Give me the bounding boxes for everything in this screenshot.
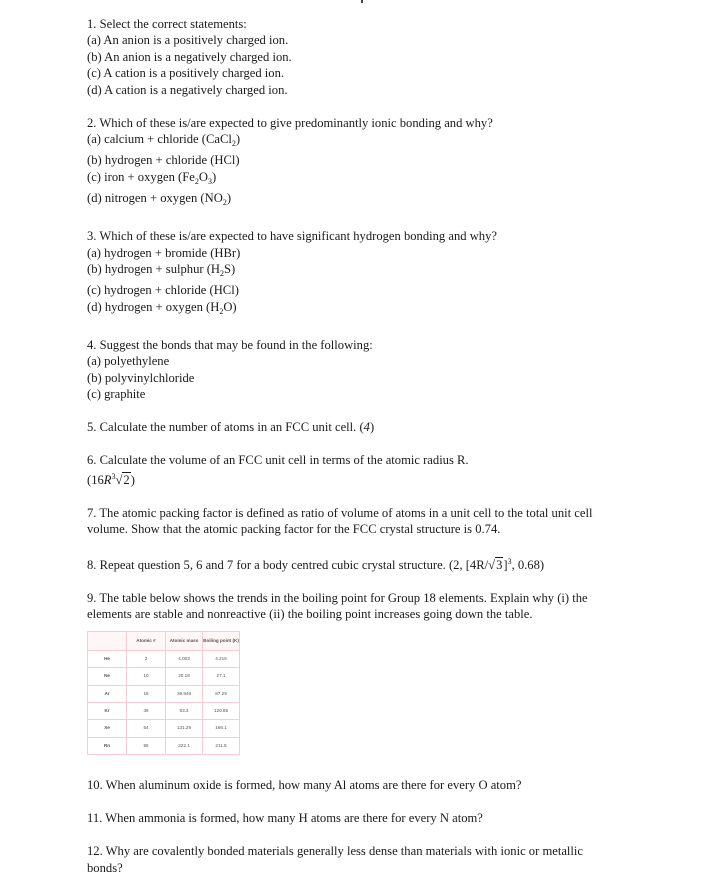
question-1 (87, 16, 647, 98)
question-7-line-2: volume. Show that the atomic packing factor for the FCC crystal structure is 0.74. (87, 521, 501, 536)
subscript: 2 (219, 306, 224, 316)
table-cell: 2 (127, 650, 166, 667)
option-end: ) (226, 191, 232, 206)
question-1-option-c: (c) A cation is a positively charged ion. (87, 66, 285, 81)
table-cell: 27.1 (203, 668, 240, 685)
subscript: 3 (207, 176, 212, 186)
radius-symbol: R (103, 472, 112, 487)
option-text: (d) nitrogen + oxygen (NO (87, 191, 223, 206)
option-text: (a) calcium + chloride (CaCl (87, 132, 232, 147)
table-cell: 4.216 (203, 650, 240, 667)
answer-close: ) (130, 472, 135, 487)
table-cell: 10 (127, 668, 166, 685)
table-cell: He (88, 650, 127, 667)
question-9-line-2: elements are stable and nonreactive (ii) the boiling point increases going down the table. (87, 607, 533, 622)
bracket-close: ] (503, 557, 508, 572)
option-end: ) (211, 169, 217, 184)
subscript: 2 (222, 198, 227, 208)
question-8-stem (87, 554, 647, 573)
question-3-stem: 3. Which of these is/are expected to have significant hydrogen bonding and why? (87, 229, 497, 244)
question-6-stem: 6. Calculate the volume of an FCC unit cell in terms of the atomic radius R. (87, 453, 469, 468)
question-10-stem: 10. When aluminum oxide is formed, how many Al atoms are there for every O atom? (87, 778, 522, 793)
question-2-option-c (87, 169, 647, 190)
table-cell: 211.5 (203, 737, 240, 754)
question-10 (87, 777, 647, 793)
subscript: 2 (231, 139, 236, 149)
table-cell: 131.29 (166, 720, 203, 737)
table-cell: Xe (88, 720, 127, 737)
exponent: 3 (111, 471, 116, 481)
answer-tail: , 0.68) (511, 557, 545, 572)
table-header: Boiling point (K) (203, 631, 240, 650)
answer-open: (16 (87, 472, 104, 487)
question-7-line-1: 7. The atomic packing factor is defined as ratio of volume of atoms in a unit cell to the total unit cell (87, 505, 593, 520)
boiling-point-table-wrap (87, 631, 647, 755)
table-cell: 20.18 (166, 668, 203, 685)
option-text: (d) hydrogen + oxygen (H (87, 299, 220, 314)
question-7 (87, 505, 647, 538)
table-row (88, 737, 240, 754)
table-cell: Kr (88, 702, 127, 719)
table-row (88, 668, 240, 685)
question-3-option-c: (c) hydrogen + chloride (HCl) (87, 283, 239, 298)
option-mid: O (198, 169, 208, 184)
answer-close: ) (369, 420, 375, 435)
question-4-option-c: (c) graphite (87, 387, 146, 402)
table-header: Atomic mass (166, 631, 203, 650)
subscript: 2 (194, 176, 199, 186)
question-6 (87, 452, 647, 488)
question-2 (87, 115, 647, 212)
question-9 (87, 590, 647, 755)
question-3 (87, 228, 647, 320)
question-1-option-b: (b) An anion is a negatively charged ion. (87, 49, 292, 64)
boiling-point-table (87, 631, 240, 755)
question-12 (87, 843, 647, 876)
table-cell: 87.29 (203, 685, 240, 702)
question-text: 5. Calculate the number of atoms in an FCC unit cell. ( (87, 420, 364, 435)
question-4-option-b: (b) polyvinylchloride (87, 370, 195, 385)
table-cell: 18 (127, 685, 166, 702)
table-cell: 120.85 (203, 702, 240, 719)
table-cell: 36 (127, 702, 166, 719)
question-5-stem (87, 419, 647, 435)
question-11-stem: 11. When ammonia is formed, how many H atoms are there for every N atom? (87, 811, 483, 826)
table-row (88, 650, 240, 667)
table-header (88, 631, 127, 650)
table-cell: 222.1 (166, 737, 203, 754)
question-4-option-a: (a) polyethylene (87, 354, 170, 369)
radicand: 2 (123, 472, 130, 487)
question-4-stem: 4. Suggest the bonds that may be found in the following: (87, 337, 373, 352)
exponent: 3 (507, 556, 512, 566)
option-end: O) (223, 299, 237, 314)
question-6-answer (87, 469, 647, 488)
question-2-option-a (87, 131, 647, 152)
table-cell: 39.948 (166, 685, 203, 702)
option-end: ) (235, 132, 241, 147)
table-row (88, 702, 240, 719)
question-9-line-1: 9. The table below shows the trends in the boiling point for Group 18 elements. Explain why (i) the (87, 590, 588, 605)
table-header: Atomic # (127, 631, 166, 650)
question-text: 8. Repeat question 5, 6 and 7 for a body centred cubic crystal structure. (2, [4R/ (87, 557, 489, 572)
question-3-option-b (87, 261, 647, 282)
question-8 (87, 554, 647, 573)
question-sheet (87, 16, 647, 876)
table-row (88, 685, 240, 702)
question-3-option-a: (a) hydrogen + bromide (HBr) (87, 245, 241, 260)
sqrt-icon: √ (488, 557, 496, 572)
table-cell: Ne (88, 668, 127, 685)
question-1-option-a: (a) An anion is a positively charged ion. (87, 33, 289, 48)
question-1-option-d: (d) A cation is a negatively charged ion. (87, 82, 288, 97)
question-12-line-2: bonds? (87, 860, 123, 875)
table-cell: Ar (88, 685, 127, 702)
question-4 (87, 337, 647, 403)
question-11 (87, 810, 647, 826)
option-text: (c) iron + oxygen (Fe (87, 169, 195, 184)
option-text: (b) hydrogen + sulphur (H (87, 262, 221, 277)
option-end: S) (224, 262, 236, 277)
subscript: 2 (220, 269, 225, 279)
question-2-option-d (87, 190, 647, 211)
table-row (88, 720, 240, 737)
sqrt-icon: √ (115, 472, 123, 487)
table-cell: Rn (88, 737, 127, 754)
question-5 (87, 419, 647, 435)
question-3-option-d (87, 299, 647, 320)
radicand: 3 (496, 557, 503, 572)
table-cell: 54 (127, 720, 166, 737)
answer: 4 (363, 420, 370, 435)
table-cell: 86 (127, 737, 166, 754)
question-1-stem: 1. Select the correct statements: (87, 17, 247, 31)
question-12-line-1: 12. Why are covalently bonded materials generally less dense than materials with ionic or metallic (87, 844, 584, 859)
table-header-row (88, 631, 240, 650)
table-cell: 83.3 (166, 702, 203, 719)
question-2-option-b: (b) hydrogen + chloride (HCl) (87, 153, 240, 168)
table-cell: 166.1 (203, 720, 240, 737)
stray-mark (361, 0, 363, 3)
table-cell: 4.003 (166, 650, 203, 667)
question-2-stem: 2. Which of these is/are expected to give predominantly ionic bonding and why? (87, 115, 493, 130)
